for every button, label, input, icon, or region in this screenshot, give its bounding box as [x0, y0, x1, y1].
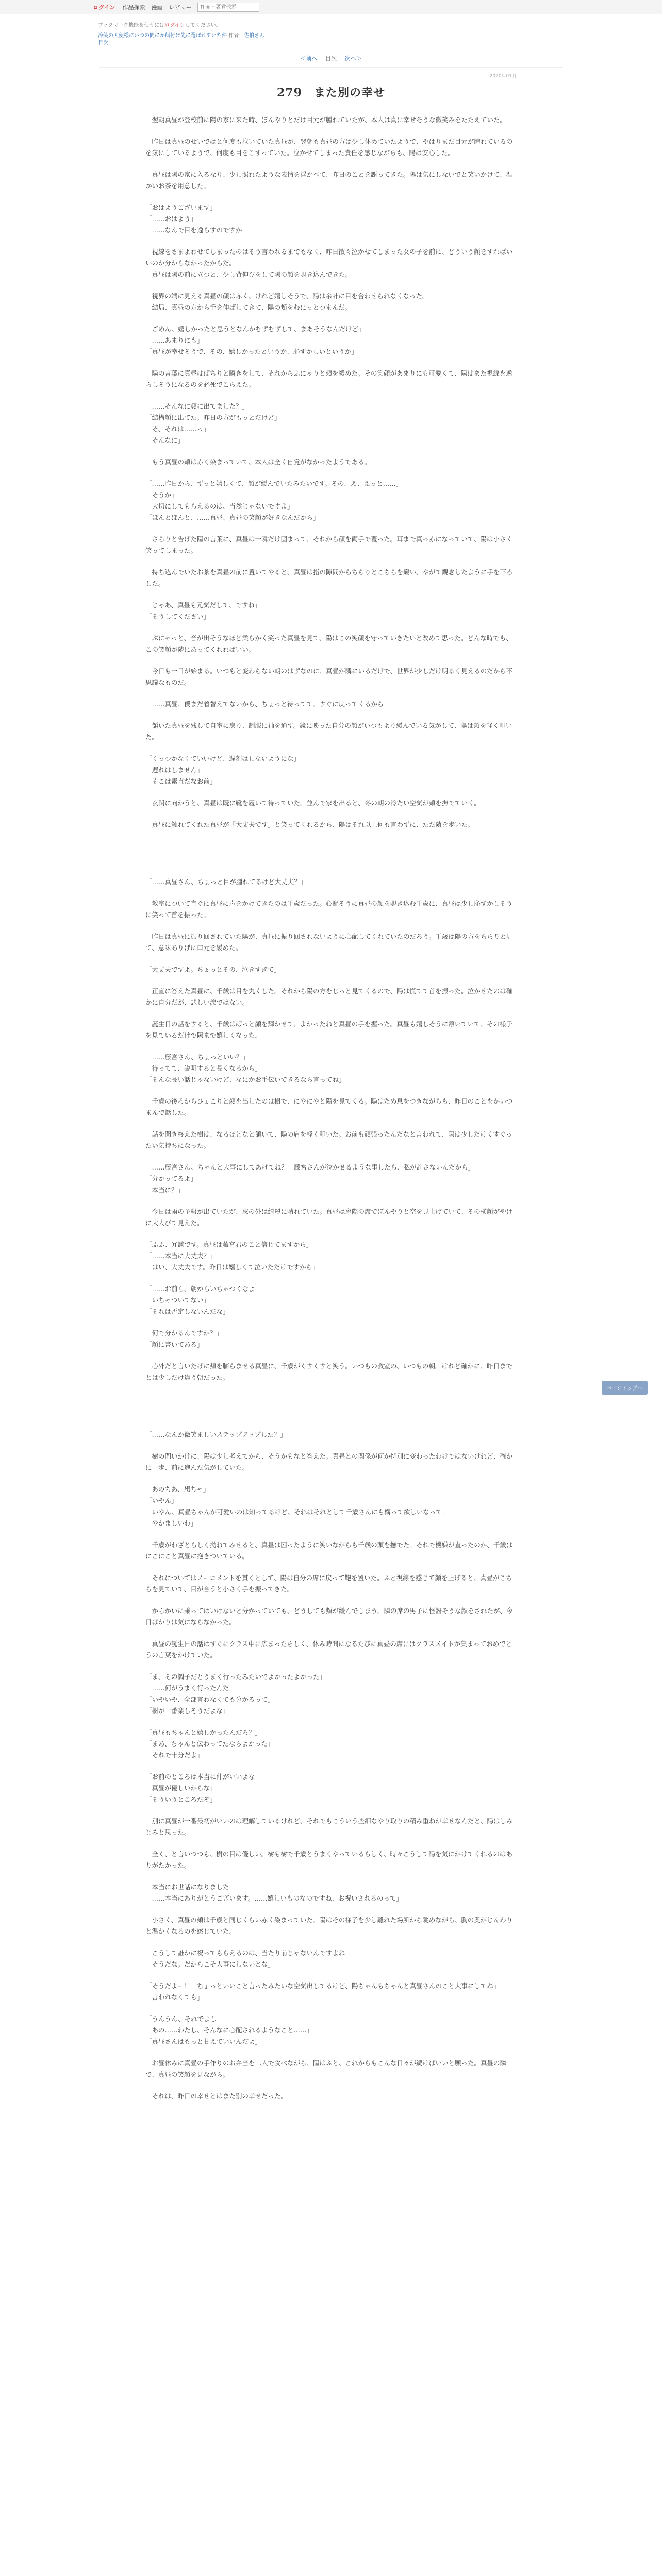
novel-paragraph: ぷにゃっと、音が出そうなほど柔らかく笑った真昼を見て、陽はこの笑顔を守っていきたいと改めて思った。どんな時でも、この笑顔が隣にあってくれればいい。	[145, 634, 513, 653]
next-chapter-link[interactable]: 次へ＞	[344, 55, 362, 62]
novel-paragraph: 正直に答えた真昼に、千歳は目を丸くした。それから陽の方をじっと見てくるので、陽は慌てて首を振った。泣かせたのは確かに自分だが、悲しい涙ではない。	[145, 987, 513, 1006]
novel-paragraph: 「じゃあ、真昼も元気だして、ですね」 「そうしてください」	[145, 601, 261, 620]
novel-paragraph: 「大丈夫ですよ。ちょっとその、泣きすぎて」	[145, 965, 281, 973]
novel-paragraph: お昼休みに真昼の手作りのお弁当を二人で食べながら、陽はふと、これからもこんな日々が続けばいいと願った。真昼の隣で、真昼の笑顔を見ながら。	[145, 2059, 507, 2078]
novel-paragraph: 「本当にお世話になりました」 「……本当にありがとうございます。……嬉しいものなのですね、お祝いされるのって」	[145, 1883, 403, 1902]
scene-break	[145, 1394, 517, 1417]
author-link[interactable]: 佐伯さん	[244, 33, 265, 39]
novel-paragraph: 今日は雨の予報が出ていたが、窓の外は綺麗に晴れていた。真昼は窓際の席でぼんやりと空を見上げていて、その横顔がやけに大人びて見えた。	[145, 1208, 513, 1227]
toc-link[interactable]: 目次	[98, 40, 108, 46]
scene-break	[145, 841, 517, 864]
chapter-nav-top	[0, 54, 662, 62]
novel-paragraph: 陽の言葉に真昼はぱちりと瞬きをして、それからふにゃりと頬を緩めた。その笑顔があまりにも可愛くて、陽はまた視線を逸らしそうになるのを必死でこらえた。	[145, 369, 512, 388]
novel-paragraph: 真昼に触れてくれた真昼が「大丈夫です」と笑ってくれるから、陽はそれ以上何も言わずに、ただ隣を歩いた。	[145, 821, 474, 828]
novel-paragraph: 「……真昼さん、ちょっと目が腫れてるけど大丈夫？」	[145, 878, 307, 886]
novel-paragraph: もう真昼の頬は赤く染まっていて、本人は全く自覚がなかったようである。	[145, 458, 371, 466]
bookmark-notice-pre: ブックマーク機能を使うには	[98, 23, 165, 28]
novel-paragraph: 玄関に向かうと、真昼は既に靴を履いて待っていた。並んで家を出ると、冬の朝の冷たい空気が頬を撫でていく。	[145, 799, 481, 807]
novel-paragraph: 視線をさまよわせてしまったのはそう言われるまでもなく、昨日散々泣かせてしまった女の子を前に、どういう顔をすればいいのか分からなかったからだ。 真昼は陽の前に立つと、少し背伸びをして陽の顔を覗き込んできた。	[145, 248, 513, 278]
nav-explore[interactable]: 作品探索	[122, 4, 145, 11]
novel-paragraph: それについてはノーコメントを貫くとして、陽は自分の席に戻って鞄を置いた。ふと視線を感じて顔を上げると、真昼がこちらを見ていて、目が合うと小さく手を振ってきた。	[145, 1574, 512, 1593]
novel-paragraph: 真昼は陽の家に入るなり、少し照れたような表情を浮かべて、昨日のことを謝ってきた。陽は気にしないでと笑いかけて、温かいお茶を用意した。	[145, 171, 513, 190]
divider	[99, 67, 563, 68]
publish-date: 2020年01月	[489, 74, 517, 79]
novel-paragraph: 「……真昼、僕まだ着替えてないから、ちょっと待ってて。すぐに戻ってくるから」	[145, 700, 390, 708]
bookmark-notice	[98, 21, 662, 28]
novel-paragraph: 「……お前ら、朝からいちゃつくなよ」 「いちゃついてない」 「それは否定しないんだな」	[145, 1285, 262, 1315]
novel-paragraph: 視界の端に見える真昼の顔は赤く、けれど嬉しそうで、陽は余計に目を合わせられなくなった。 結局、真昼の方から手を伸ばしてきて、陽の頬をむにっとつまんだ。	[152, 292, 429, 311]
novel-paragraph: 昨日は真昼のせいではと何度も泣いていた真昼が、翌朝も真昼の方は少し休めていたようで、やはりまだ目元が腫れているのを気にしているようで、何度も目をこすっていた。泣かせてしまった責任を感じながらも、陽は安心した。	[145, 138, 513, 157]
chapter-number: 279	[277, 86, 302, 99]
novel-paragraph: 「……そんなに顔に出てました？」 「結構顔に出てた。昨日の方がもっとだけど」 「そ、それは……っ」 「そんなに」	[145, 402, 281, 444]
novel-paragraph: 「……昨日から、ずっと嬉しくて、顔が緩んでいたみたいです。その、え、えっと……」 「そうか」 「大切にしてもらえるのは、当然じゃないですよ」 「ほんとほんと、……真昼、真昼の笑顔が好きなんだから」	[145, 480, 403, 521]
chapter-index-link[interactable]: 目次	[325, 55, 337, 62]
novel-paragraph: 「お前のところは本当に仲がいいよな」 「真昼が優しいからな」 「そういうところだぞ」	[145, 1773, 262, 1803]
novel-paragraph: 教室について直ぐに真昼に声をかけてきたのは千歳だった。心配そうに真昼の顔を覗き込む千歳に、真昼は少し恥ずかしそうに笑って首を振った。	[145, 900, 513, 919]
novel-paragraph: 翌朝真昼が登校前に陽の家に来た時、ぼんやりとだけ目元が腫れていたが、本人は真に幸せそうな微笑みをたたえていた。	[145, 116, 507, 124]
novel-paragraph: それは、昨日の幸せとはまた別の幸せだった。	[145, 2092, 288, 2100]
novel-body	[145, 114, 517, 2102]
nav-manga[interactable]: 漫画	[151, 4, 163, 11]
novel-paragraph: 誕生日の話をすると、千歳はぱっと顔を輝かせて、よかったねと真昼の手を握った。真昼も嬉しそうに頷いていて、その様子を見ているだけで陽まで嬉しくなった。	[145, 1020, 513, 1039]
novel-paragraph: 「おはようございます」 「……おはよう」 「……なんで目を逸らすのですか」	[145, 204, 249, 234]
novel-paragraph: 別に真昼が一番最初がいいのは理解しているけれど、それでもこういう些細なやり取りの積み重ねが幸せなんだと、陽はしみじみと思った。	[145, 1817, 513, 1836]
novel-paragraph: からかいに乗ってはいけないと分かっていても、どうしても頬が緩んでしまう。隣の席の男子に怪訝そうな顔をされたが、今日ばかりは気にならなかった。	[145, 1607, 513, 1626]
novel-paragraph: 「うんうん、それでよし」 「あの……わたし、そんなに心配されるようなこと……」 「真昼さんはもっと甘えていいんだよ」	[145, 2015, 313, 2045]
page-top-button[interactable]: ページトップへ	[602, 1381, 648, 1395]
prev-chapter-link[interactable]: ＜前へ	[300, 55, 318, 62]
novel-paragraph: 樹の問いかけに、陽は少し考えてから、そうかもなと答えた。真昼との関係が何か特別に変わったわけではないけれど、確かに一歩、前に進んだ気がしていた。	[145, 1452, 513, 1471]
novel-paragraph: 「ま、その調子だとうまく行ったみたいでよかったよかった」 「……何がうまく行ったんだ」 「いやいや、全部言わなくても分かるって」 「樹が一番楽しそうだよな」	[145, 1673, 326, 1715]
novel-paragraph: 昨日は真昼に振り回されていた陽が、真昼に振り回されないように心配してくれていたのだろう。千歳は陽の方をちらりと見て、意味ありげに口元を緩めた。	[145, 933, 513, 952]
novel-paragraph: 千歳の後ろからひょこりと顔を出したのは樹で、にやにやと陽を見てくる。陽はため息をつきながらも、昨日のことをかいつまんで話した。	[145, 1097, 513, 1116]
breadcrumb	[98, 32, 662, 47]
novel-paragraph: 全く、と言いつつも、樹の目は優しい。樹も樹で千歳とうまくやっているらしく、時々こうして陽を気にかけてくれるのはありがたかった。	[145, 1850, 513, 1869]
author-label: 作者：	[228, 33, 244, 39]
novel-paragraph: 「あのちあ、想ちゃ」 「いやん」 「いやん、真昼ちゃんが可愛いのは知ってるけど、それはそれとして千歳さんにも構って欲しいなって」 「やかましいわ」	[145, 1485, 449, 1527]
novel-paragraph: 頷いた真昼を残して自室に戻り、制服に袖を通す。鏡に映った自分の顔がいつもより緩んでいる気がして、陽は頬を軽く叩いた。	[145, 722, 512, 741]
bookmark-login-link[interactable]: ログイン	[164, 23, 185, 28]
novel-paragraph: さらりと告げた陽の言葉に、真昼は一瞬だけ固まって、それから顔を両手で覆った。耳まで真っ赤になっていて、陽は小さく笑ってしまった。	[145, 535, 513, 554]
novel-paragraph: 「真昼もちゃんと嬉しかったんだろ？」 「まあ、ちゃんと伝わってたならよかった」 「それで十分だよ」	[145, 1728, 274, 1759]
novel-paragraph: 心外だと言いたげに頬を膨らませる真昼に、千歳がくすくすと笑う。いつもの教室の、いつもの朝。けれど確かに、昨日までとは少しだけ違う朝だった。	[145, 1362, 513, 1381]
novel-paragraph: 「何で分かるんですか？」 「顔に書いてある」	[145, 1329, 223, 1348]
bookmark-notice-post: してください。	[185, 23, 221, 28]
novel-paragraph: 「ごめん、嬉しかったと思うとなんかむずむずして、まあそうなんだけど」 「……あまりにも」 「真昼が幸せそうで、その、嬉しかったというか、恥ずかしいというか」	[145, 325, 365, 355]
novel-paragraph: 今日も一日が始まる。いつもと変わらない朝のはずなのに、真昼が隣にいるだけで、世界が少しだけ明るく見えるのだから不思議なものだ。	[145, 667, 513, 686]
novel-paragraph: 真昼の誕生日の話はすぐにクラス中に広まったらしく、休み時間になるたびに真昼の席にはクラスメイトが集まっておめでとうの言葉をかけていた。	[145, 1640, 512, 1659]
top-nav-bar	[0, 0, 662, 14]
novel-paragraph: 小さく、真昼の頬は千歳と同じくらい赤く染まっていた。陽はその様子を少し離れた場所から眺めながら、胸の奥がじんわりと温かくなるのを感じていた。	[145, 1916, 513, 1935]
novel-paragraph: 話を聞き終えた樹は、なるほどなと頷いて、陽の肩を軽く叩いた。お前も頑張ったんだなと言われて、陽は少しだけくすぐったい気持ちになった。	[145, 1130, 512, 1149]
novel-paragraph: 「……藤宮さん、ちゃんと大事にしてあげてね？ 藤宮さんが泣かせるような事したら、私が許さないんだから」 「分かってるよ」 「本当に？」	[145, 1163, 475, 1194]
novel-paragraph: 「くっつかなくていいけど、遅刻はしないようにな」 「遅れはしません」 「そこは素直だなお前」	[145, 755, 300, 785]
novel-title-link[interactable]: 冷笑の天使様にいつの間にか餌付け先に選ばれていた件	[98, 33, 227, 39]
login-link[interactable]: ログイン	[93, 4, 115, 11]
novel-paragraph: 千歳がわざとらしく拗ねてみせると、真昼は困ったように笑いながらも千歳の頭を撫でた。それで機嫌が直ったのか、千歳はにこにこと真昼に抱きついている。	[145, 1541, 513, 1560]
novel-paragraph: 「ふふ、冗談です。真昼は藤宮君のこと信じてますから」 「……本当に大丈夫？」 「はい、大丈夫です。昨日は嬉しくて泣いただけですから」	[145, 1241, 319, 1271]
chapter-title-text: また別の幸せ	[313, 86, 385, 99]
novel-paragraph: 「そうだよー！ ちょっといいこと言ったみたいな空気出してるけど、陽ちゃんもちゃんと真昼さんのこと大事にしてね」 「言われなくても」	[145, 1982, 500, 2001]
novel-paragraph: 「……なんか微笑ましいステップアップした？」	[145, 1431, 287, 1438]
chapter-title	[0, 84, 662, 100]
search-input[interactable]	[197, 3, 259, 12]
nav-review[interactable]: レビュー	[169, 4, 192, 11]
novel-paragraph: 持ち込んでいたお茶を真昼の前に置いてやると、真昼は指の隙間からちらりとこちらを窺い、やがて観念したように手を下ろした。	[145, 568, 513, 587]
novel-paragraph: 「こうして誰かに祝ってもらえるのは、当たり前じゃないんですよね」 「そうだな。だからこそ大事にしないとな」	[145, 1949, 352, 1968]
novel-paragraph: 「……藤宮さん、ちょっといい？」 「待ってて、説明すると長くなるから」 「そんな長い話じゃないけど、なにかお手伝いできるなら言ってね」	[145, 1053, 345, 1083]
